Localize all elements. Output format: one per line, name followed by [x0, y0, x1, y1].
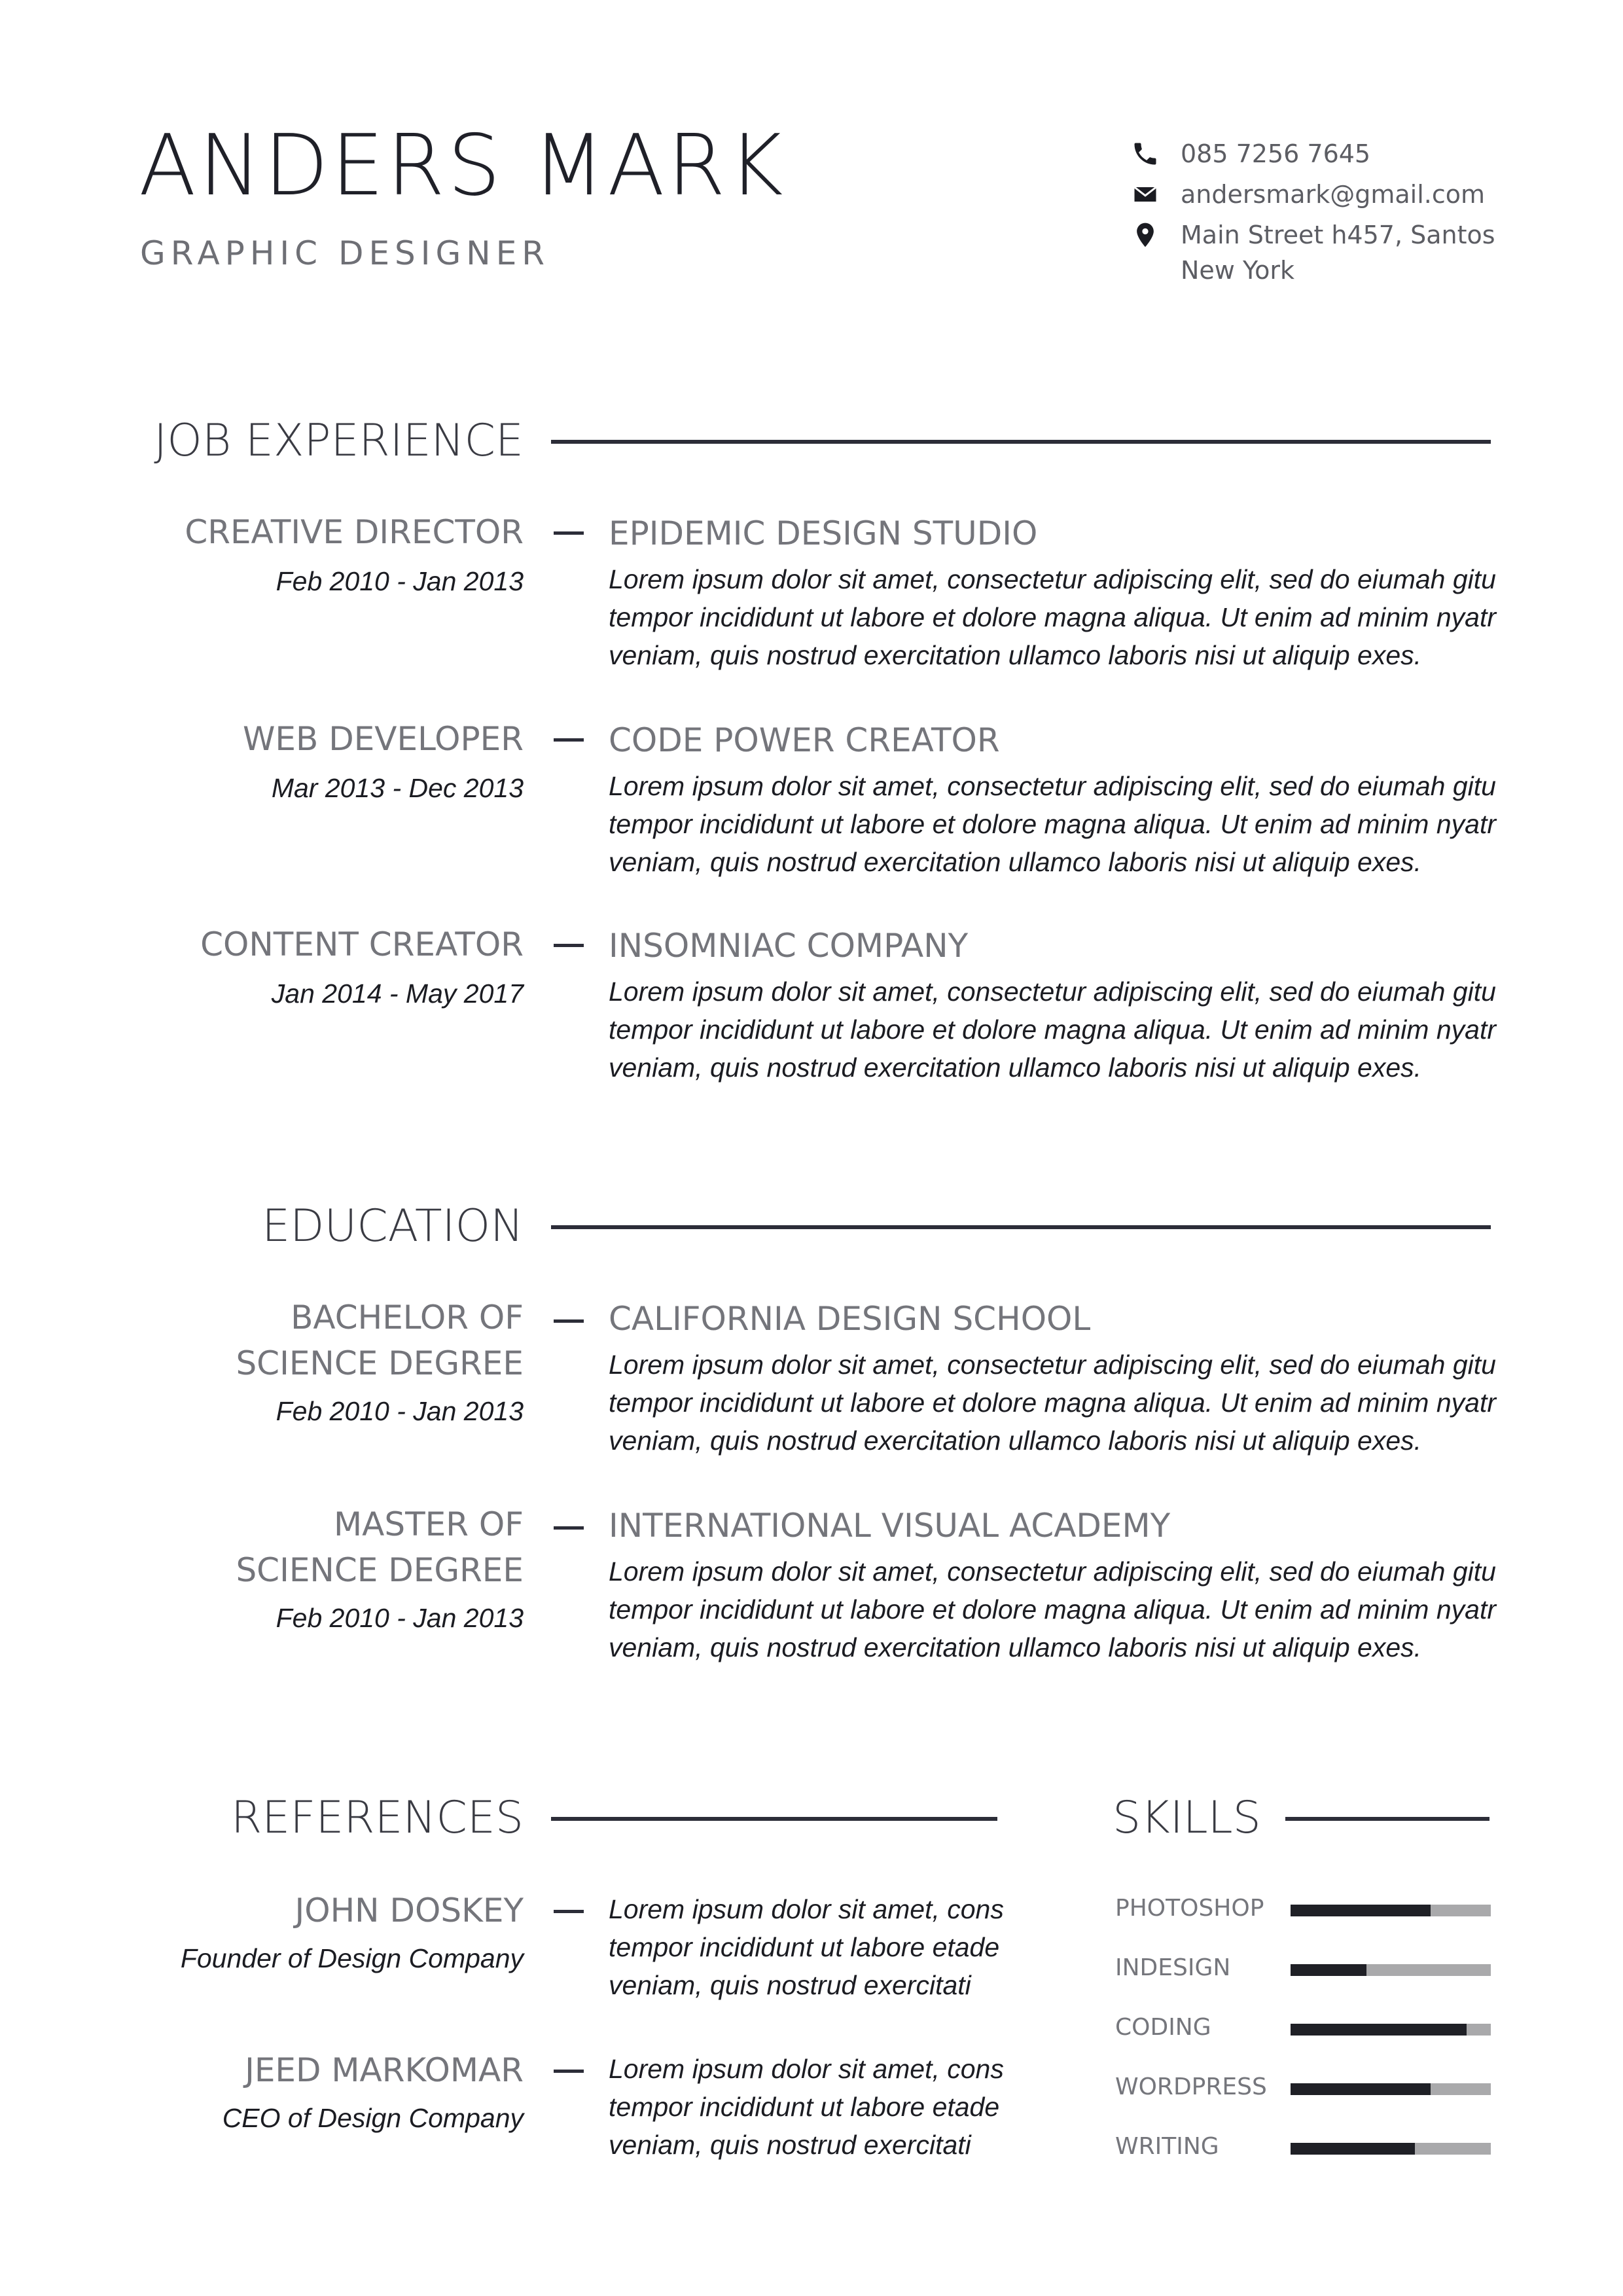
reference-position: CEO of Design Company — [222, 2103, 524, 2133]
job-company: CODE POWER CREATOR — [609, 721, 1000, 759]
entry-dash — [554, 1319, 584, 1323]
reference-name: JEED MARKOMAR — [245, 2051, 524, 2089]
candidate-name: ANDERS MARK — [139, 117, 786, 215]
contact-address — [1131, 217, 1497, 288]
skill-label: INDESIGN — [1115, 1954, 1231, 1981]
section-heading-skills: SKILLS — [1113, 1792, 1261, 1844]
education-school: CALIFORNIA DESIGN SCHOOL — [609, 1300, 1091, 1338]
job-description: Lorem ipsum dolor sit amet, consectetur adipiscing elit, sed do eiumah gitu tempor incididunt ut labore et dolore magna aliqua. Ut enim ad minim nyatr veniam, quis nostrud exercitation ullamco laboris nisi ut aliquip exes. — [609, 564, 1496, 670]
phone-number: 085 7256 7645 — [1181, 139, 1371, 168]
section-rule — [551, 1817, 997, 1821]
degree-line-2: SCIENCE DEGREE — [236, 1344, 524, 1382]
section-rule — [551, 440, 1491, 444]
entry-dash — [554, 1526, 584, 1530]
education-degree — [131, 1295, 524, 1386]
location-pin-icon — [1131, 221, 1160, 249]
reference-name: JOHN DOSKEY — [294, 1892, 524, 1929]
section-rule — [1285, 1817, 1489, 1821]
degree-line-2: SCIENCE DEGREE — [236, 1551, 524, 1589]
degree-line-1: BACHELOR OF — [291, 1299, 524, 1336]
job-role: CONTENT CREATOR — [200, 925, 524, 963]
reference-description: Lorem ipsum dolor sit amet, cons tempor incididunt ut labore etade veniam, quis nostrud exercitati — [609, 1894, 1004, 2000]
education-degree — [131, 1501, 524, 1593]
reference-position: Founder of Design Company — [180, 1943, 524, 1973]
job-date: Jan 2014 - May 2017 — [271, 978, 524, 1009]
skill-label: WRITING — [1115, 2133, 1219, 2160]
education-description: Lorem ipsum dolor sit amet, consectetur adipiscing elit, sed do eiumah gitu tempor incididunt ut labore et dolore magna aliqua. Ut enim ad minim nyatr veniam, quis nostrud exercitation ullamco laboris nisi ut aliquip exes. — [609, 1350, 1496, 1456]
skill-bar-fill — [1291, 1964, 1366, 1976]
job-date: Mar 2013 - Dec 2013 — [271, 773, 524, 803]
skill-bar-track — [1291, 2024, 1491, 2036]
job-role: CREATIVE DIRECTOR — [185, 513, 524, 551]
address-line-2: New York — [1181, 256, 1295, 285]
education-date: Feb 2010 - Jan 2013 — [276, 1396, 524, 1426]
contact-phone — [1131, 136, 1497, 171]
section-heading-education: EDUCATION — [262, 1200, 524, 1252]
education-date: Feb 2010 - Jan 2013 — [276, 1603, 524, 1633]
entry-dash — [554, 1910, 584, 1913]
skill-bar-track — [1291, 1905, 1491, 1916]
address-line-1: Main Street h457, Santos — [1181, 221, 1495, 249]
skill-bar-fill — [1291, 2143, 1415, 2155]
skill-bar-fill — [1291, 2083, 1431, 2095]
section-heading-references: REFERENCES — [231, 1792, 524, 1844]
section-rule — [551, 1225, 1491, 1229]
skill-label: WORDPRESS — [1115, 2073, 1267, 2100]
degree-line-1: MASTER OF — [334, 1505, 524, 1543]
skill-bar-track — [1291, 1964, 1491, 1976]
skill-bar-fill — [1291, 1905, 1431, 1916]
education-school: INTERNATIONAL VISUAL ACADEMY — [609, 1507, 1171, 1545]
contact-email — [1131, 177, 1497, 212]
job-company: EPIDEMIC DESIGN STUDIO — [609, 514, 1038, 552]
section-heading-job-experience: JOB EXPERIENCE — [154, 415, 524, 467]
job-description: Lorem ipsum dolor sit amet, consectetur adipiscing elit, sed do eiumah gitu tempor incididunt ut labore et dolore magna aliqua. Ut enim ad minim nyatr veniam, quis nostrud exercitation ullamco laboris nisi ut aliquip exes. — [609, 977, 1496, 1083]
job-date: Feb 2010 - Jan 2013 — [276, 566, 524, 596]
envelope-icon — [1131, 180, 1160, 209]
education-description: Lorem ipsum dolor sit amet, consectetur adipiscing elit, sed do eiumah gitu tempor incididunt ut labore et dolore magna aliqua. Ut enim ad minim nyatr veniam, quis nostrud exercitation ullamco laboris nisi ut aliquip exes. — [609, 1556, 1496, 1662]
job-description: Lorem ipsum dolor sit amet, consectetur adipiscing elit, sed do eiumah gitu tempor incididunt ut labore et dolore magna aliqua. Ut enim ad minim nyatr veniam, quis nostrud exercitation ullamco laboris nisi ut aliquip exes. — [609, 771, 1496, 877]
job-role: WEB DEVELOPER — [242, 720, 524, 758]
reference-description: Lorem ipsum dolor sit amet, cons tempor incididunt ut labore etade veniam, quis nostrud exercitati — [609, 2054, 1004, 2160]
entry-dash — [554, 531, 584, 535]
entry-dash — [554, 738, 584, 742]
skill-label: PHOTOSHOP — [1115, 1895, 1264, 1922]
candidate-title: GRAPHIC DESIGNER — [140, 234, 550, 272]
job-company: INSOMNIAC COMPANY — [609, 927, 969, 965]
skill-bar-fill — [1291, 2024, 1467, 2036]
entry-dash — [554, 944, 584, 947]
skill-bar-track — [1291, 2143, 1491, 2155]
email-address: andersmark@gmail.com — [1181, 180, 1485, 209]
skill-bar-track — [1291, 2083, 1491, 2095]
skill-label: CODING — [1115, 2014, 1211, 2041]
phone-icon — [1131, 139, 1160, 168]
entry-dash — [554, 2070, 584, 2073]
